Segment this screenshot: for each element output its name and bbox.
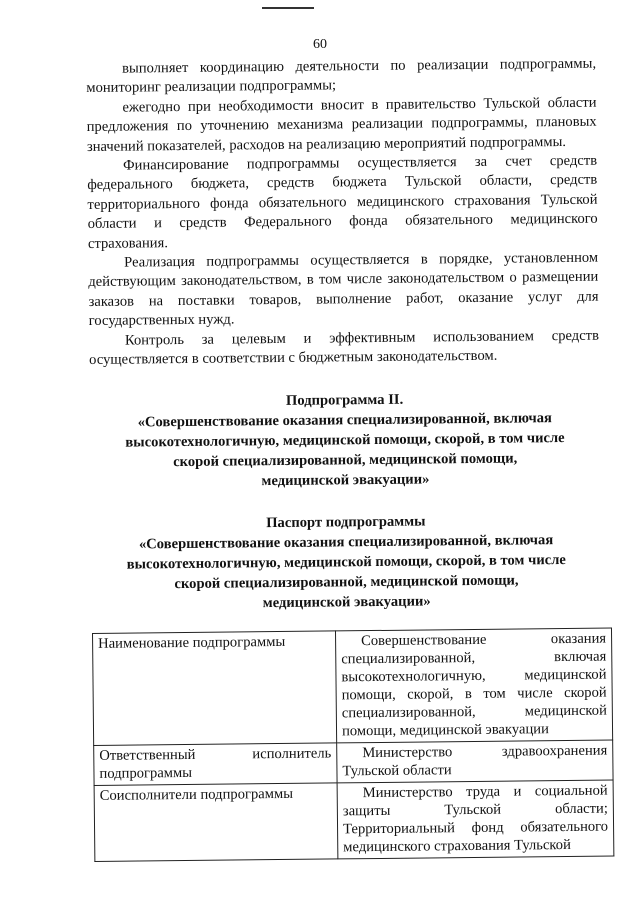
paragraph-2: ежегодно при необходимости вносит в правительство Тульской области предложения по уточнению механизма реализации подпрограммы, плановых значений показателей, расходов на реализацию мероприятий подпрограммы.	[86, 94, 597, 155]
passport-title-block	[91, 509, 602, 614]
document-body	[86, 55, 609, 862]
passport-title-line: «Совершенствование оказания специализированной, включая	[138, 531, 554, 552]
table-row	[93, 628, 613, 745]
table-cell-value: Совершенствование оказания специализированной, включая высокотехнологичную, медицинской помощи, скорой, в том числе скорой специализированной, медицинской помощи, медицинской эвакуации	[335, 628, 612, 743]
table-row	[94, 740, 613, 785]
subprogram-title-block	[89, 387, 600, 492]
paragraph-3: Финансирование подпрограммы осуществляется за счет средств федерального бюджета, средств бюджета Тульской области, средств территориального фонда обязательного медицинского страхования Тульской области и средств Федерального фонда обязательного медицинского страхования.	[87, 152, 598, 252]
subprogram-title-line: «Совершенствование оказания специализированной, включая	[137, 409, 552, 430]
table-cell-label: Соисполнители подпрограммы	[94, 782, 338, 861]
page-number: 60	[313, 37, 327, 52]
passport-title-line: скорой специализированной, медицинской помощи,	[174, 571, 519, 592]
subprogram-title-line: высокотехнологичную, медицинской помощи, скорой, в том числе	[125, 429, 565, 451]
paragraph-4: Реализация подпрограммы осуществляется в порядке, установленном действующим законодательством, в том числе законодательством о размещении заказов на поставки товаров, выполнение работ, оказание услуг для государственных нужд.	[88, 249, 599, 330]
top-rule	[262, 7, 314, 9]
subprogram-title-line: медицинской эвакуации»	[261, 470, 430, 489]
table-row	[94, 780, 614, 861]
passport-title-line: высокотехнологичную, медицинской помощи, скорой, в том числе	[126, 551, 566, 573]
subprogram-heading: Подпрограмма II.	[285, 391, 404, 409]
table-cell-value: Министерство труда и социальной защиты Тульской области; Территориальный фонд обязательного медицинского страхования Тульской	[337, 780, 614, 859]
paragraph-1: выполняет координацию деятельности по реализации подпрограммы, мониторинг реализации подпрограммы;	[86, 55, 597, 97]
table-cell-value: Министерство здравоохранения Тульской области	[337, 740, 613, 783]
passport-title-line: медицинской эвакуации»	[262, 592, 431, 611]
subprogram-title-line: скорой специализированной, медицинской помощи,	[173, 450, 518, 470]
passport-table	[92, 627, 614, 861]
table-cell-label: Ответственный исполнитель подпрограммы	[94, 742, 337, 785]
table-cell-label: Наименование подпрограммы	[93, 630, 337, 745]
passport-heading: Паспорт подпрограммы	[266, 512, 426, 531]
paragraph-5: Контроль за целевым и эффективным использованием средств осуществляется в соответствии с бюджетным законодательством.	[89, 327, 599, 369]
